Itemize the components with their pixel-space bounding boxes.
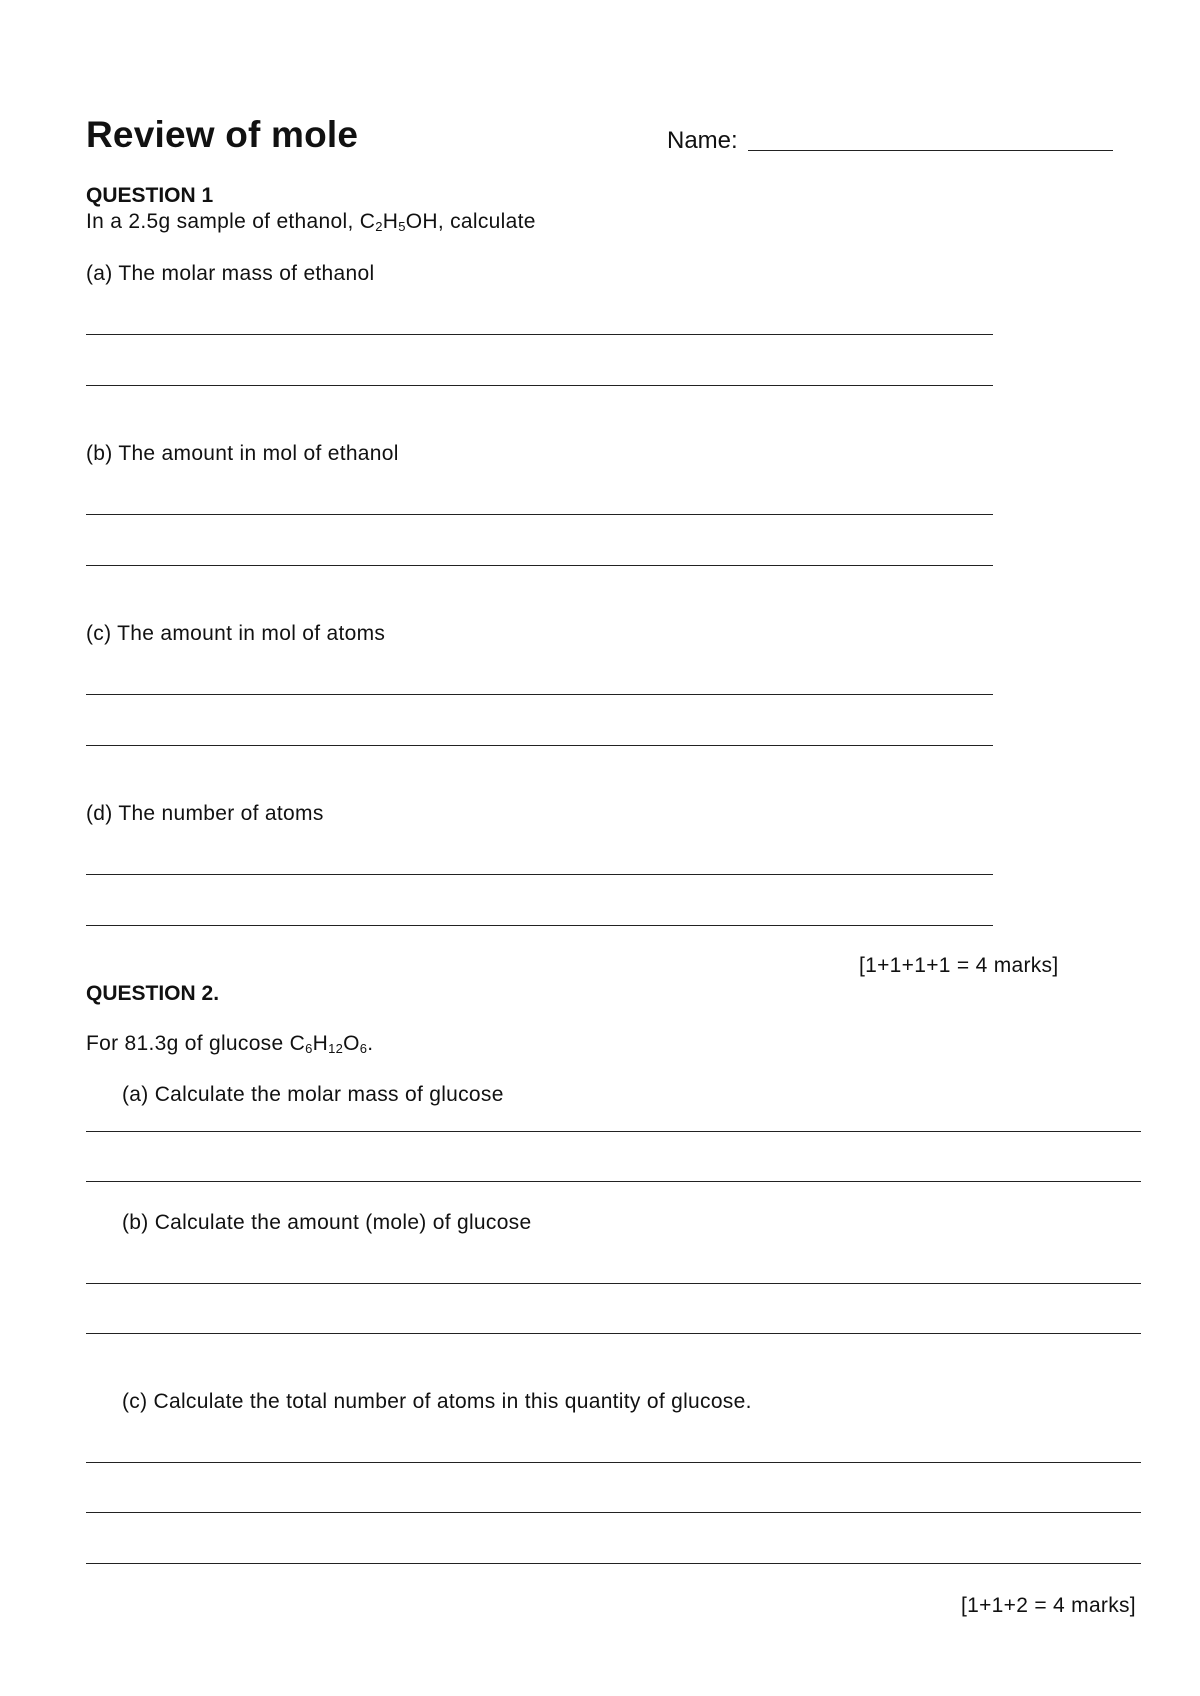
ethanol-formula [360, 210, 438, 233]
question-1-part-b: (b) The amount in mol of ethanol [86, 442, 399, 465]
question-2-intro: For 81.3g of glucose $C_6H_{12}O_6$. [86, 1032, 374, 1056]
question-2-marks: [1+1+2 = 4 marks] [961, 1594, 1136, 1617]
question-2-heading: QUESTION 2. [86, 982, 220, 1005]
answer-line[interactable] [86, 1333, 1141, 1334]
glucose-formula [290, 1032, 368, 1055]
answer-line[interactable] [86, 385, 993, 386]
question-1-part-d: (d) The number of atoms [86, 802, 324, 825]
question-2-part-c: (c) Calculate the total number of atoms in this quantity of glucose. [122, 1390, 752, 1413]
answer-line[interactable] [86, 1462, 1141, 1463]
name-field-line[interactable] [748, 150, 1113, 151]
ethanol-formula-symbol: C [359, 210, 376, 233]
answer-line[interactable] [86, 1181, 1141, 1182]
question-2-part-a: (a) Calculate the molar mass of glucose [122, 1083, 504, 1106]
glucose-formula-symbol: O [343, 1032, 360, 1055]
ethanol-formula-subscript: 2 [375, 219, 383, 234]
question-1-part-c: (c) The amount in mol of atoms [86, 622, 386, 645]
ethanol-formula-subscript: 5 [398, 219, 406, 234]
answer-line[interactable] [86, 874, 993, 875]
question-1-marks: [1+1+1+1 = 4 marks] [859, 954, 1059, 977]
answer-line[interactable] [86, 565, 993, 566]
question-1-part-a: (a) The molar mass of ethanol [86, 262, 375, 285]
answer-line[interactable] [86, 1283, 1141, 1284]
name-label: Name: [667, 127, 738, 154]
answer-line[interactable] [86, 1512, 1141, 1513]
glucose-formula-subscript: 6 [305, 1041, 313, 1056]
answer-line[interactable] [86, 334, 993, 335]
glucose-formula-subscript: 12 [328, 1041, 344, 1056]
answer-line[interactable] [86, 1131, 1141, 1132]
answer-line[interactable] [86, 514, 993, 515]
page-title: Review of mole [86, 114, 359, 155]
ethanol-formula-symbol: H [382, 210, 399, 233]
glucose-formula-subscript: 6 [359, 1041, 368, 1056]
glucose-formula-symbol: H [312, 1032, 329, 1055]
question-2-part-b: (b) Calculate the amount (mole) of glucose [122, 1211, 532, 1234]
glucose-formula-symbol: C [289, 1032, 306, 1055]
answer-line[interactable] [86, 1563, 1141, 1564]
ethanol-formula-symbol: OH [405, 210, 438, 233]
question-1-intro: In a 2.5g sample of ethanol, $C_2H_5OH$, calculate [86, 210, 536, 234]
answer-line[interactable] [86, 925, 993, 926]
answer-line[interactable] [86, 694, 993, 695]
answer-line[interactable] [86, 745, 993, 746]
question-1-heading: QUESTION 1 [86, 184, 214, 207]
